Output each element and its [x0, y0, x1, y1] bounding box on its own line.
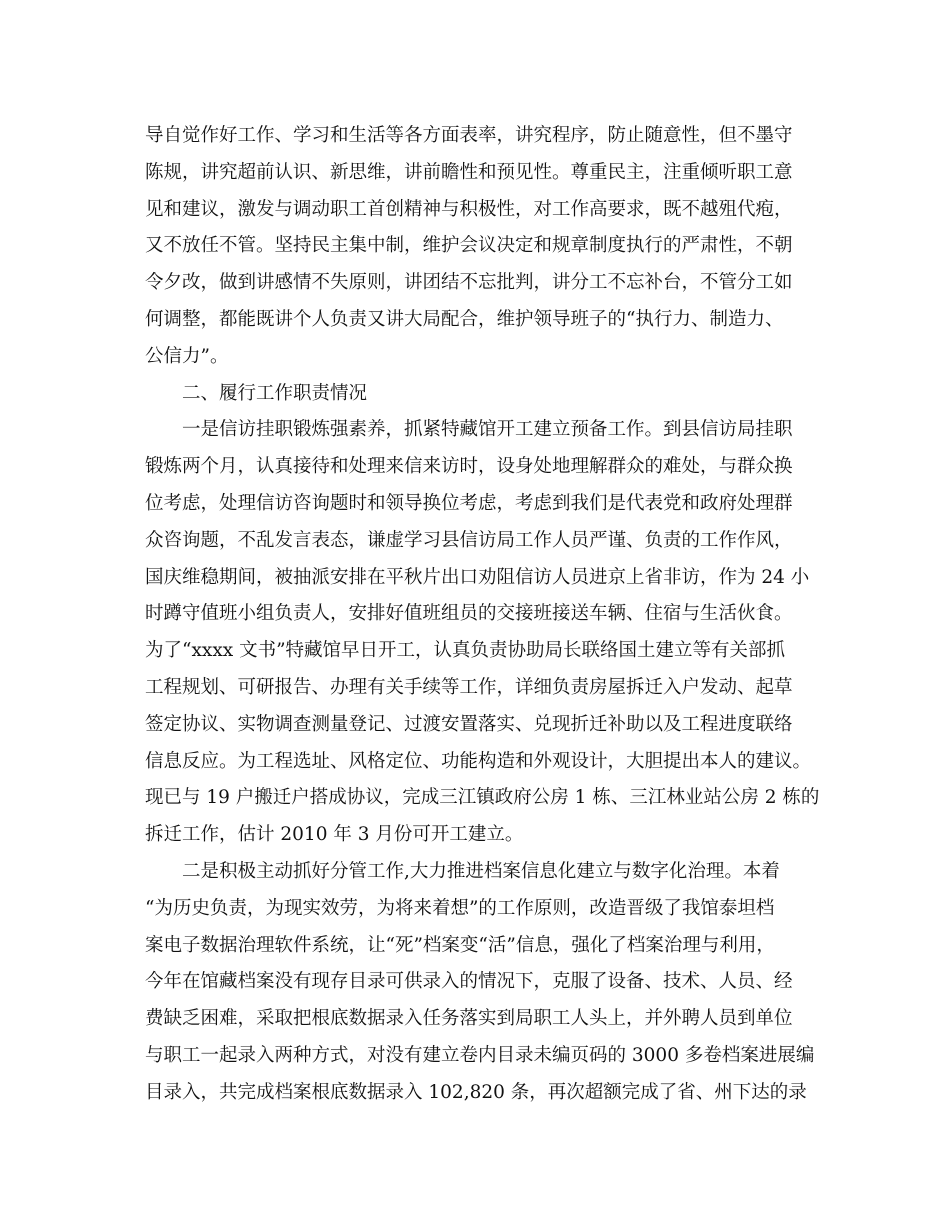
body-text-line: 二是积极主动抓好分管工作,大力推进档案信息化建立与数字化治理。本着: [182, 860, 780, 882]
body-text-line: 见和建议，激发与调动职工首创精神与积极性，对工作高要求，既不越殂代疱，: [145, 198, 793, 220]
body-text-line: 国庆维稳期间，被抽派安排在平秋片出口劝阻信访人员进京上省非访，作为 24 小: [145, 566, 810, 588]
body-text-line: 二、履行工作职责情况: [182, 382, 368, 404]
body-text-line: 时蹲守值班小组负责人，安排好值班组员的交接班接送车辆、住宿与生活伙食。: [145, 603, 793, 625]
body-text-line: 又不放任不管。坚持民主集中制，维护会议决定和规章制度执行的严肃性，不朝: [145, 235, 793, 257]
body-text-line: 公信力”。: [145, 345, 229, 367]
body-text-line: 信息反应。为工程选址、风格定位、功能构造和外观设计，大胆提出本人的建议。: [145, 750, 812, 772]
body-text-line: 一是信访挂职锻炼强素养，抓紧特藏馆开工建立预备工作。到县信访局挂职: [182, 419, 793, 441]
body-text-line: 令夕改，做到讲感情不失原则，讲团结不忘批判，讲分工不忘补台，不管分工如: [145, 272, 793, 294]
body-text-line: 今年在馆藏档案没有现存目录可供录入的情况下，克服了设备、技术、人员、经: [145, 971, 793, 993]
body-text-line: 工程规划、可研报告、办理有关手续等工作，详细负责房屋拆迁入户发动、起草: [145, 676, 793, 698]
body-text-line: 案电子数据治理软件系统，让“死”档案变“活”信息，强化了档案治理与利用，: [145, 934, 775, 956]
body-text-line: 陈规，讲究超前认识、新思维，讲前瞻性和预见性。尊重民主，注重倾听职工意: [145, 161, 793, 183]
body-text-line: 与职工一起录入两种方式，对没有建立卷内目录未编页码的 3000 多卷档案进展编: [145, 1044, 815, 1066]
body-text-line: 目录入，共完成档案根底数据录入 102,820 条，再次超额完成了省、州下达的录: [145, 1081, 807, 1103]
body-text-line: 何调整，都能既讲个人负责又讲大局配合，维护领导班子的“执行力、制造力、: [145, 308, 784, 330]
body-text-line: 拆迁工作，估计 2010 年 3 月份可开工建立。: [145, 824, 524, 846]
body-text-line: 导自觉作好工作、学习和生活等各方面表率，讲究程序，防止随意性，但不墨守: [145, 125, 793, 146]
body-text-line: 锻炼两个月，认真接待和处理来信来访时，设身处地理解群众的难处，与群众换: [145, 456, 793, 478]
body-text-line: 为了“xxxx 文书”特藏馆早日开工，认真负责协助局长联络国土建立等有关部抓: [145, 640, 786, 662]
body-text-line: “为历史负责，为现实效劳，为将来着想”的工作原则，改造晋级了我馆泰坦档: [145, 897, 775, 919]
body-text-line: 众咨询题，不乱发言表态，谦虚学习县信访局工作人员严谨、负责的工作作风，: [145, 529, 793, 551]
body-text-line: 位考虑，处理信访咨询题时和领导换位考虑，考虑到我们是代表党和政府处理群: [145, 492, 793, 514]
body-text-line: 现已与 19 户搬迁户搭成协议，完成三江镇政府公房 1 栋、三江林业站公房 2 栋的: [145, 787, 820, 809]
document-body: [145, 118, 820, 1112]
body-text-line: 费缺乏困难，采取把根底数据录入任务落实到局职工人头上，并外聘人员到单位: [145, 1008, 793, 1030]
body-text-line: 签定协议、实物调查测量登记、过渡安置落实、兑现折迁补助以及工程进度联络: [145, 713, 793, 735]
